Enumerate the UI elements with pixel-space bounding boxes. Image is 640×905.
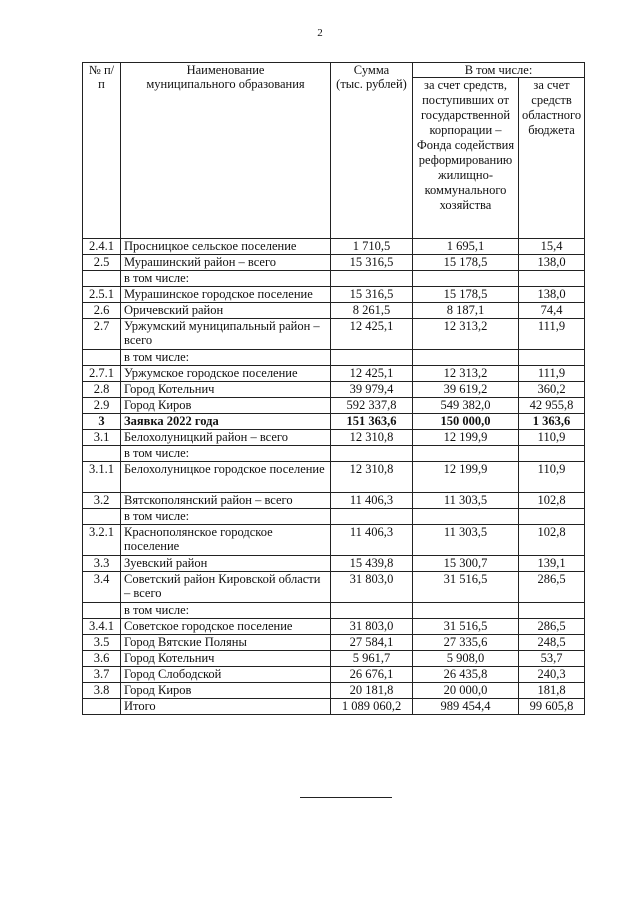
row-num: 3.6 xyxy=(83,651,121,667)
row-sum: 1 710,5 xyxy=(331,239,413,255)
table-row xyxy=(83,603,585,619)
row-fund: 15 300,7 xyxy=(413,556,519,572)
row-fund: 26 435,8 xyxy=(413,667,519,683)
row-name: Советское городское поселение xyxy=(121,619,331,635)
row-num: 3.2.1 xyxy=(83,525,121,556)
row-sum: 31 803,0 xyxy=(331,572,413,603)
row-name: Уржумское городское поселение xyxy=(121,366,331,382)
table-row xyxy=(83,414,585,430)
table-row xyxy=(83,239,585,255)
row-sum: 12 310,8 xyxy=(331,462,413,493)
row-fund: 1 695,1 xyxy=(413,239,519,255)
row-fund xyxy=(413,446,519,462)
row-num: 2.7.1 xyxy=(83,366,121,382)
table-row xyxy=(83,683,585,699)
row-regional: 248,5 xyxy=(519,635,585,651)
row-num: 3.1 xyxy=(83,430,121,446)
row-fund: 150 000,0 xyxy=(413,414,519,430)
row-num xyxy=(83,446,121,462)
row-fund: 12 199,9 xyxy=(413,430,519,446)
row-num: 3.4.1 xyxy=(83,619,121,635)
header-sum xyxy=(331,63,413,239)
end-rule xyxy=(300,797,392,798)
row-name: Город Котельнич xyxy=(121,651,331,667)
allocation-table xyxy=(82,62,585,715)
table-row xyxy=(83,366,585,382)
row-sum: 592 337,8 xyxy=(331,398,413,414)
row-num xyxy=(83,603,121,619)
row-num: 2.7 xyxy=(83,319,121,350)
row-name: Советский район Кировской области – всего xyxy=(121,572,331,603)
row-fund: 15 178,5 xyxy=(413,287,519,303)
row-name: в том числе: xyxy=(121,509,331,525)
table-row xyxy=(83,319,585,350)
row-num: 3.2 xyxy=(83,493,121,509)
row-num: 2.9 xyxy=(83,398,121,414)
row-num: 2.5.1 xyxy=(83,287,121,303)
row-sum xyxy=(331,603,413,619)
table-row xyxy=(83,271,585,287)
header-name-line1: Наименование xyxy=(186,63,265,77)
row-fund: 12 199,9 xyxy=(413,462,519,493)
row-regional: 286,5 xyxy=(519,572,585,603)
table-row xyxy=(83,446,585,462)
row-sum: 15 439,8 xyxy=(331,556,413,572)
row-sum: 8 261,5 xyxy=(331,303,413,319)
row-name: Мурашинское городское поселение xyxy=(121,287,331,303)
table-row xyxy=(83,525,585,556)
row-name: в том числе: xyxy=(121,350,331,366)
row-regional: 99 605,8 xyxy=(519,699,585,715)
row-num: 3.3 xyxy=(83,556,121,572)
table-row xyxy=(83,619,585,635)
row-num: 2.5 xyxy=(83,255,121,271)
row-num: 3.1.1 xyxy=(83,462,121,493)
row-fund: 11 303,5 xyxy=(413,493,519,509)
row-sum xyxy=(331,446,413,462)
row-num: 3.8 xyxy=(83,683,121,699)
row-regional: 138,0 xyxy=(519,255,585,271)
header-num: № п/п xyxy=(83,63,121,239)
row-fund xyxy=(413,350,519,366)
row-fund: 11 303,5 xyxy=(413,525,519,556)
row-name: Краснополянское городское поселение xyxy=(121,525,331,556)
row-name: Город Киров xyxy=(121,398,331,414)
row-fund: 8 187,1 xyxy=(413,303,519,319)
table-body xyxy=(83,239,585,715)
row-regional: 111,9 xyxy=(519,319,585,350)
row-num: 3.7 xyxy=(83,667,121,683)
row-num: 3.4 xyxy=(83,572,121,603)
row-name: Оричевский район xyxy=(121,303,331,319)
row-regional: 138,0 xyxy=(519,287,585,303)
row-sum: 26 676,1 xyxy=(331,667,413,683)
row-name: в том числе: xyxy=(121,271,331,287)
table-row xyxy=(83,382,585,398)
table-row xyxy=(83,350,585,366)
row-name: Город Киров xyxy=(121,683,331,699)
row-sum: 15 316,5 xyxy=(331,255,413,271)
table-row xyxy=(83,493,585,509)
header-including: В том числе: xyxy=(413,63,585,78)
row-regional xyxy=(519,509,585,525)
table-row xyxy=(83,509,585,525)
row-fund: 12 313,2 xyxy=(413,366,519,382)
row-sum: 5 961,7 xyxy=(331,651,413,667)
row-sum: 1 089 060,2 xyxy=(331,699,413,715)
row-fund: 20 000,0 xyxy=(413,683,519,699)
table-row xyxy=(83,635,585,651)
row-regional: 15,4 xyxy=(519,239,585,255)
row-fund xyxy=(413,271,519,287)
row-sum: 151 363,6 xyxy=(331,414,413,430)
row-name: в том числе: xyxy=(121,446,331,462)
table-row xyxy=(83,572,585,603)
row-name: Мурашинский район – всего xyxy=(121,255,331,271)
row-sum xyxy=(331,271,413,287)
header-fund: за счет средств, поступивших от государственной корпорации – Фонда содействия реформированию жилищно-коммунального хозяйства xyxy=(413,78,519,239)
row-sum: 39 979,4 xyxy=(331,382,413,398)
page-number: 2 xyxy=(317,27,323,39)
row-num: 2.6 xyxy=(83,303,121,319)
row-regional xyxy=(519,446,585,462)
row-num: 2.4.1 xyxy=(83,239,121,255)
row-name: Уржумский муниципальный район – всего xyxy=(121,319,331,350)
row-sum: 31 803,0 xyxy=(331,619,413,635)
row-regional: 111,9 xyxy=(519,366,585,382)
row-regional xyxy=(519,271,585,287)
row-name: Вятскополянский район – всего xyxy=(121,493,331,509)
row-fund xyxy=(413,603,519,619)
row-sum: 11 406,3 xyxy=(331,525,413,556)
row-fund xyxy=(413,509,519,525)
row-sum xyxy=(331,509,413,525)
table-row xyxy=(83,398,585,414)
row-sum: 11 406,3 xyxy=(331,493,413,509)
table-row xyxy=(83,556,585,572)
row-num xyxy=(83,509,121,525)
row-fund: 549 382,0 xyxy=(413,398,519,414)
row-regional: 360,2 xyxy=(519,382,585,398)
table-row xyxy=(83,667,585,683)
row-fund: 39 619,2 xyxy=(413,382,519,398)
header-sum-line2: (тыс. рублей) xyxy=(336,77,407,91)
row-num: 3 xyxy=(83,414,121,430)
table-row xyxy=(83,255,585,271)
row-regional: 102,8 xyxy=(519,525,585,556)
row-fund: 31 516,5 xyxy=(413,572,519,603)
header-name-line2: муниципального образования xyxy=(146,77,305,91)
row-num xyxy=(83,271,121,287)
row-name: Белохолуницкое городское поселение xyxy=(121,462,331,493)
row-fund: 27 335,6 xyxy=(413,635,519,651)
row-fund: 5 908,0 xyxy=(413,651,519,667)
row-sum: 15 316,5 xyxy=(331,287,413,303)
table-row xyxy=(83,287,585,303)
row-name: Зуевский район xyxy=(121,556,331,572)
row-regional: 53,7 xyxy=(519,651,585,667)
row-num: 3.5 xyxy=(83,635,121,651)
row-sum: 12 310,8 xyxy=(331,430,413,446)
header-name xyxy=(121,63,331,239)
row-regional xyxy=(519,350,585,366)
row-name: Итого xyxy=(121,699,331,715)
row-name: Заявка 2022 года xyxy=(121,414,331,430)
row-sum: 12 425,1 xyxy=(331,366,413,382)
row-regional: 74,4 xyxy=(519,303,585,319)
row-regional: 286,5 xyxy=(519,619,585,635)
row-num xyxy=(83,350,121,366)
row-regional: 102,8 xyxy=(519,493,585,509)
row-regional: 110,9 xyxy=(519,462,585,493)
row-fund: 15 178,5 xyxy=(413,255,519,271)
row-name: Просницкое сельское поселение xyxy=(121,239,331,255)
row-name: Город Слободской xyxy=(121,667,331,683)
row-name: Город Вятские Поляны xyxy=(121,635,331,651)
row-name: Белохолуницкий район – всего xyxy=(121,430,331,446)
row-name: в том числе: xyxy=(121,603,331,619)
row-regional xyxy=(519,603,585,619)
row-regional: 181,8 xyxy=(519,683,585,699)
table-row xyxy=(83,303,585,319)
row-name: Город Котельнич xyxy=(121,382,331,398)
header-regional: за счет средств областного бюджета xyxy=(519,78,585,239)
row-num xyxy=(83,699,121,715)
table-row xyxy=(83,462,585,493)
row-fund: 989 454,4 xyxy=(413,699,519,715)
table-row xyxy=(83,699,585,715)
row-fund: 31 516,5 xyxy=(413,619,519,635)
row-regional: 42 955,8 xyxy=(519,398,585,414)
row-sum: 27 584,1 xyxy=(331,635,413,651)
row-sum: 12 425,1 xyxy=(331,319,413,350)
row-num: 2.8 xyxy=(83,382,121,398)
row-fund: 12 313,2 xyxy=(413,319,519,350)
row-regional: 1 363,6 xyxy=(519,414,585,430)
row-sum xyxy=(331,350,413,366)
table-row xyxy=(83,430,585,446)
row-regional: 110,9 xyxy=(519,430,585,446)
header-sum-line1: Сумма xyxy=(353,63,390,77)
row-regional: 139,1 xyxy=(519,556,585,572)
table-row xyxy=(83,651,585,667)
row-regional: 240,3 xyxy=(519,667,585,683)
row-sum: 20 181,8 xyxy=(331,683,413,699)
